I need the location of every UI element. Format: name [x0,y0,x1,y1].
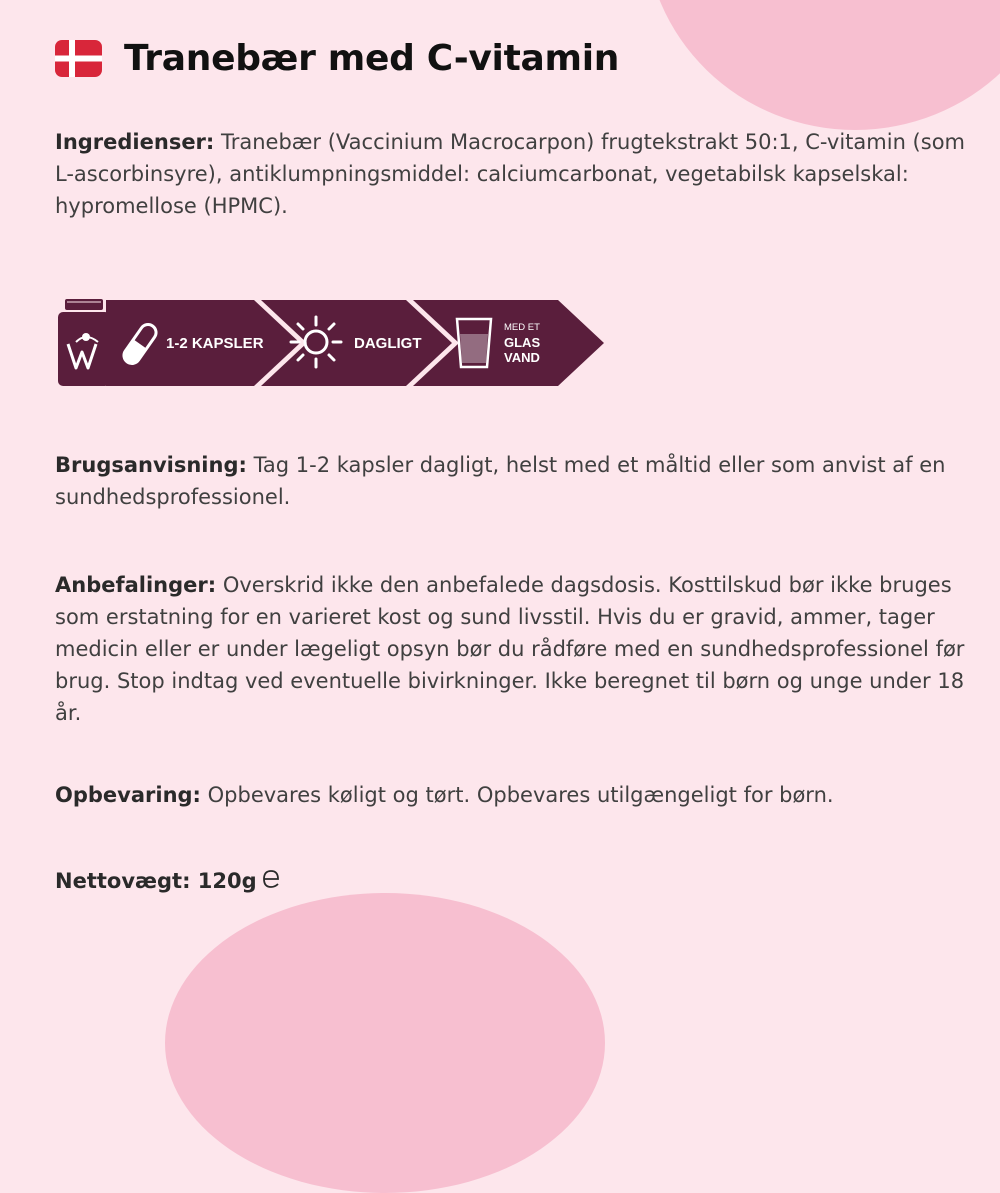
glass-of-water-icon [454,316,494,370]
danish-flag-icon [55,40,102,77]
glass-label-line3: VAND [504,350,540,365]
recommendations-text: Overskrid ikke den anbefalede dagsdosis. Kosttilskud bør ikke bruges som erstatning for en varieret kost og sund livsstil. Hvis du er gravid, ammer, tager medicin eller er under lægeligt opsyn bør du rådføre med en sundhedsprofessionel før brug. Stop indtag ved eventuelle bivirkninger. Ikke beregnet til børn og unge under 18 år. [55,573,965,725]
usage-section [55,449,975,513]
page-title: Tranebær med C-vitamin [124,38,620,79]
capsules-label: 1-2 KAPSLER [166,335,264,352]
glass-label-line1: MED ET [504,322,540,333]
decorative-blob-top [645,0,1000,130]
supplement-jar-icon [56,298,112,390]
usage-text: Tag 1-2 kapsler dagligt, helst med et måltid eller som anvist af en sundhedsprofessionel. [55,453,946,509]
ingredients-label: Ingredienser: [55,130,215,154]
glass-of-water-label [504,320,540,365]
net-weight-section [55,865,975,897]
dosage-band [56,298,606,390]
storage-section [55,779,975,811]
recommendations-label: Anbefalinger: [55,573,217,597]
header [55,38,619,79]
ingredients-section [55,126,975,222]
decorative-blob-bottom [165,893,605,1193]
storage-label: Opbevaring: [55,783,201,807]
capsule-icon [120,320,160,368]
storage-text: Opbevares køligt og tørt. Opbevares utilgængeligt for børn. [200,783,834,807]
daily-label: DAGLIGT [354,335,422,352]
recommendations-section [55,569,975,729]
usage-label: Brugsanvisning: [55,453,247,477]
sun-icon [288,314,344,370]
net-weight-label: Nettovægt: 120g [55,869,257,893]
ingredients-text: Tranebær (Vaccinium Macrocarpon) frugtekstrakt 50:1, C-vitamin (som L-ascorbinsyre), antiklumpningsmiddel: calciumcarbonat, vegetabilsk kapselskal: hypromellose (HPMC). [55,130,965,218]
glass-label-line2: GLAS [504,335,541,350]
estimated-e-mark-icon [261,868,281,890]
